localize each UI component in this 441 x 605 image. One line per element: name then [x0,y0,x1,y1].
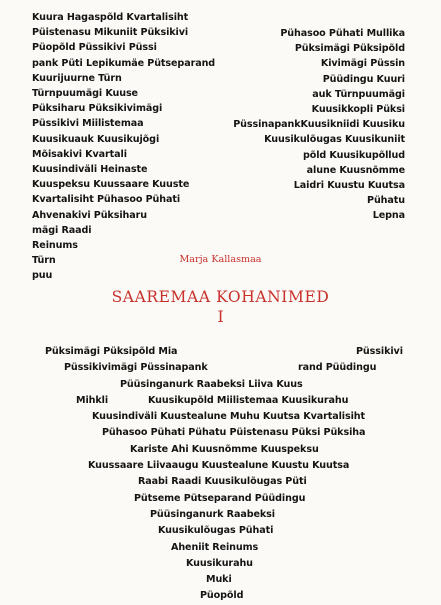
place-name-line: Kuurijuurne Türn [32,72,122,84]
place-name-row [0,344,441,360]
place-name-row [0,572,441,588]
place-name-line: Püksiharu Püksikivimägi [32,103,163,115]
place-name-row [0,409,441,425]
place-names-right-column [233,26,405,224]
place-name-line: Ahvenakivi Püksiharu [32,209,147,221]
place-name-segment: Püssikivimägi Püssinapank [64,362,208,374]
place-name-line: Kvartalisiht Pühasoo Pühati [32,194,181,206]
place-name-line: Kuusindiväli Heinaste [32,164,148,176]
place-name-row [0,442,441,458]
place-name-segment: Kariste Ahi Kuusnõmme Kuuspeksu [130,443,319,455]
place-name-line: Kuusikkopli Püksi [311,104,405,116]
place-name-segment: Kuusikupõld Miilistemaa Kuusikurahu [148,394,349,406]
place-name-line: Püistenasu Mikuniit Püksikivi [32,27,189,39]
place-name-line: Püksimägi Püksipõld [294,43,405,55]
place-names-bottom-block [0,344,441,605]
place-name-row [0,377,441,393]
place-name-segment: Püksimägi Püksipõld Mia [45,346,178,357]
place-names-left-column [32,10,215,284]
place-name-line: Kuusikulõugas Kuusikuniit [264,134,405,146]
place-name-segment: Mihkli [76,394,109,406]
place-name-segment: Kuussaare Liivaaugu Kuustealune Kuustu Kuutsa [88,460,350,472]
place-name-row [0,523,441,539]
place-name-line: Kuusikuauk Kuusikujõgi [32,133,160,145]
place-name-line: mägi Raadi [32,224,92,236]
place-name-segment: Kuusindiväli Kuustealune Muhu Kuutsa Kvartalisiht [92,411,366,423]
place-name-line: Mõisakivi Kvartali [32,148,127,160]
place-name-line: puu [32,270,53,282]
place-name-segment: Raabi Raadi Kuusikulõugas Püti [138,476,307,488]
place-name-line: Püüdingu Kuuri [322,73,405,85]
place-name-row [0,507,441,523]
place-name-line: põld Kuusikupõllud [302,149,405,161]
place-name-segment: Muki [206,574,232,586]
place-name-line: Kuura Hagaspõld Kvartalisiht [32,12,189,23]
place-name-segment: Püopõld [200,590,244,602]
place-name-row [0,393,441,409]
place-name-segment: Pütseme Pütseparand Püüdingu [134,492,306,504]
place-name-row [0,540,441,556]
place-name-line: pank Püti Lepikumäe Pütseparand [32,57,216,69]
place-name-segment: Pühasoo Pühati Pühatu Püistenasu Püksi Püksiha [102,427,366,439]
place-name-line: Püssikivi Miilistemaa [32,118,144,130]
book-title: SAAREMAA KOHANIMED [111,288,330,306]
place-name-line: alune Kuusnõmme [306,164,405,176]
place-name-row [0,556,441,572]
place-name-segment: Kuusikulõugas Pühati [158,525,274,537]
place-name-segment: Aheniit Reinums [171,541,259,553]
place-name-line: Pühasoo Pühati Mullika [280,28,405,39]
place-name-row [0,425,441,441]
place-name-segment: Püüsinganurk Raabeksi Liiva Kuus [120,378,303,390]
place-name-row [0,474,441,490]
place-name-line: Reinums [32,240,78,252]
place-name-line: auk Türnpuumägi [312,88,405,100]
place-name-line: Kuuspeksu Kuussaare Kuuste [32,179,190,191]
place-name-line: Türnpuumägi Kuuse [32,88,138,100]
place-name-line: Pühatu [367,195,405,207]
place-name-line: Püopõld Püssikivi Püssi [32,42,157,54]
place-name-row [0,491,441,507]
place-name-segment: Püüsinganurk Raabeksi [150,508,275,520]
place-name-line: PüssinapankKuusikniidi Kuusiku [233,119,405,131]
place-name-line: Kivimägi Püssin [320,58,405,70]
place-name-line: Lepna [372,210,405,222]
volume-number: I [217,308,224,326]
place-name-line: Laidri Kuustu Kuutsa [293,180,405,192]
place-name-segment: Püssikivi [356,346,403,357]
place-name-segment: rand Püüdingu [298,362,377,374]
place-name-row [0,458,441,474]
place-name-row [0,588,441,604]
place-name-line: Türn [32,255,56,267]
place-name-row [0,360,441,376]
place-name-segment: Kuusikurahu [186,557,253,569]
author-name: Marja Kallasmaa [179,254,262,265]
